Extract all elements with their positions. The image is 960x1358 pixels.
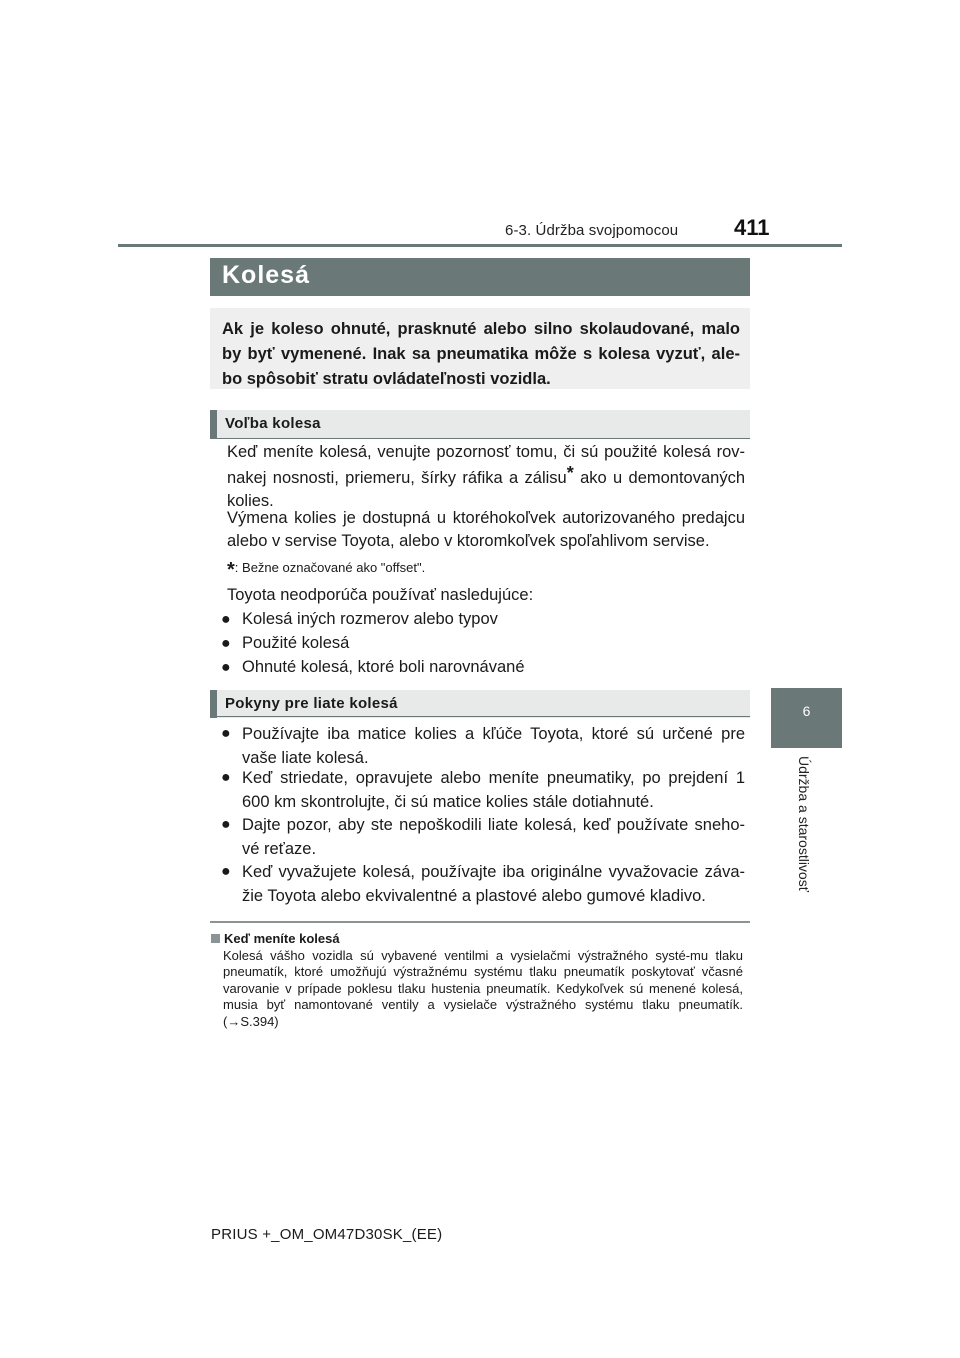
footnote — [227, 560, 425, 580]
list-item-text: Dajte pozor, aby ste nepoškodili liate kolesá, keď používate sneho-vé reťaze. — [242, 816, 745, 858]
bullet-icon: ● — [221, 611, 231, 628]
paragraph-text: ako u demontovaných kolies. — [227, 469, 746, 510]
chapter-label: Údržba a starostlivosť — [796, 756, 812, 892]
section-header: 6-3. Údržba svojpomocou — [505, 222, 679, 239]
asterisk-mark: * — [227, 559, 235, 581]
header-rule — [118, 244, 842, 247]
paragraph-wheel-selection — [227, 441, 745, 513]
list-item — [210, 608, 750, 632]
list-item-text: Používajte iba matice kolies a kľúče Toyota, ktoré sú určené pre vaše liate kolesá. — [242, 725, 745, 767]
section-heading-wheel-choice — [210, 410, 750, 438]
list-item — [210, 860, 750, 908]
intro-box: Ak je koleso ohnuté, prasknuté alebo silno skolaudované, malo by byť vymenené. Inak sa pneumatika môže s kolesa vyzuť, ale-bo spôsobiť stratu ovládateľnosti vozidla. — [210, 308, 750, 389]
list-item-text: Keď striedate, opravujete alebo meníte pneumatiky, po prejdení 1 600 km skontrolujte, či sú matice kolies stále dotiahnuté. — [242, 769, 745, 811]
list-item-text: Keď vyvažujete kolesá, používajte iba originálne vyvažovacie záva-žie Toyota alebo ekvivalentné a plastové alebo gumové kladivo. — [242, 863, 745, 905]
list-item — [210, 722, 750, 770]
note-heading-text: Keď meníte kolesá — [224, 931, 340, 946]
bullet-icon: ● — [221, 659, 231, 676]
asterisk-mark: * — [566, 463, 574, 483]
square-bullet-icon — [211, 934, 220, 943]
note-body: Kolesá vášho vozidla sú vybavené ventilmi a vysielačmi výstražného systé-mu tlaku pneumatík, ktoré umožňujú výstražnému systému tlaku pneumatík poskytovať včasné varovanie v prípade poklesu tlaku hustenia pneumatík. Kedykoľvek sú menené kolesá, musia byť namontované ventily a vysielače výstražného systému tlaku pneumatík. (→S.394) — [223, 948, 743, 1029]
list-item — [210, 766, 750, 814]
bullet-icon: ● — [221, 725, 231, 742]
section-heading-text: Voľba kolesa — [225, 415, 321, 432]
section-heading-alloy-wheels — [210, 690, 750, 718]
list-item-text: Ohnuté kolesá, ktoré boli narovnávané — [242, 658, 525, 676]
list-item-text: Použité kolesá — [242, 634, 350, 652]
bullet-icon: ● — [221, 635, 231, 652]
content-end-rule — [210, 921, 750, 923]
list-item — [210, 656, 750, 680]
section-heading-text: Pokyny pre liate kolesá — [225, 695, 398, 712]
list-item — [210, 632, 750, 656]
paragraph-text: Keď meníte kolesá, venujte pozornosť tomu, či sú použité kolesá rov-nakej nosnosti, priemeru, šírky ráfika a zálisu — [227, 443, 745, 487]
list-intro: Toyota neodporúča používať nasledujúce: — [227, 586, 534, 604]
bullet-icon: ● — [221, 863, 231, 880]
chapter-number: 6 — [802, 703, 811, 719]
page-number: 411 — [734, 215, 770, 240]
footnote-text: : Bežne označované ako "offset". — [234, 560, 426, 575]
bullet-icon: ● — [221, 769, 231, 786]
section-divider — [210, 716, 750, 717]
section-divider — [210, 438, 750, 439]
page-title: Kolesá — [222, 261, 310, 289]
paragraph-replacement: Výmena kolies je dostupná u ktoréhokoľvek autorizovaného predajcu alebo v servise Toyota, alebo v ktoromkoľvek spoľahlivom servise. — [227, 509, 745, 550]
list-item-text: Kolesá iných rozmerov alebo typov — [242, 610, 498, 628]
list-item — [210, 813, 750, 861]
note-heading — [211, 931, 340, 946]
footer-doc-id: PRIUS +_OM_OM47D30SK_(EE) — [211, 1226, 443, 1243]
bullet-icon: ● — [221, 816, 231, 833]
